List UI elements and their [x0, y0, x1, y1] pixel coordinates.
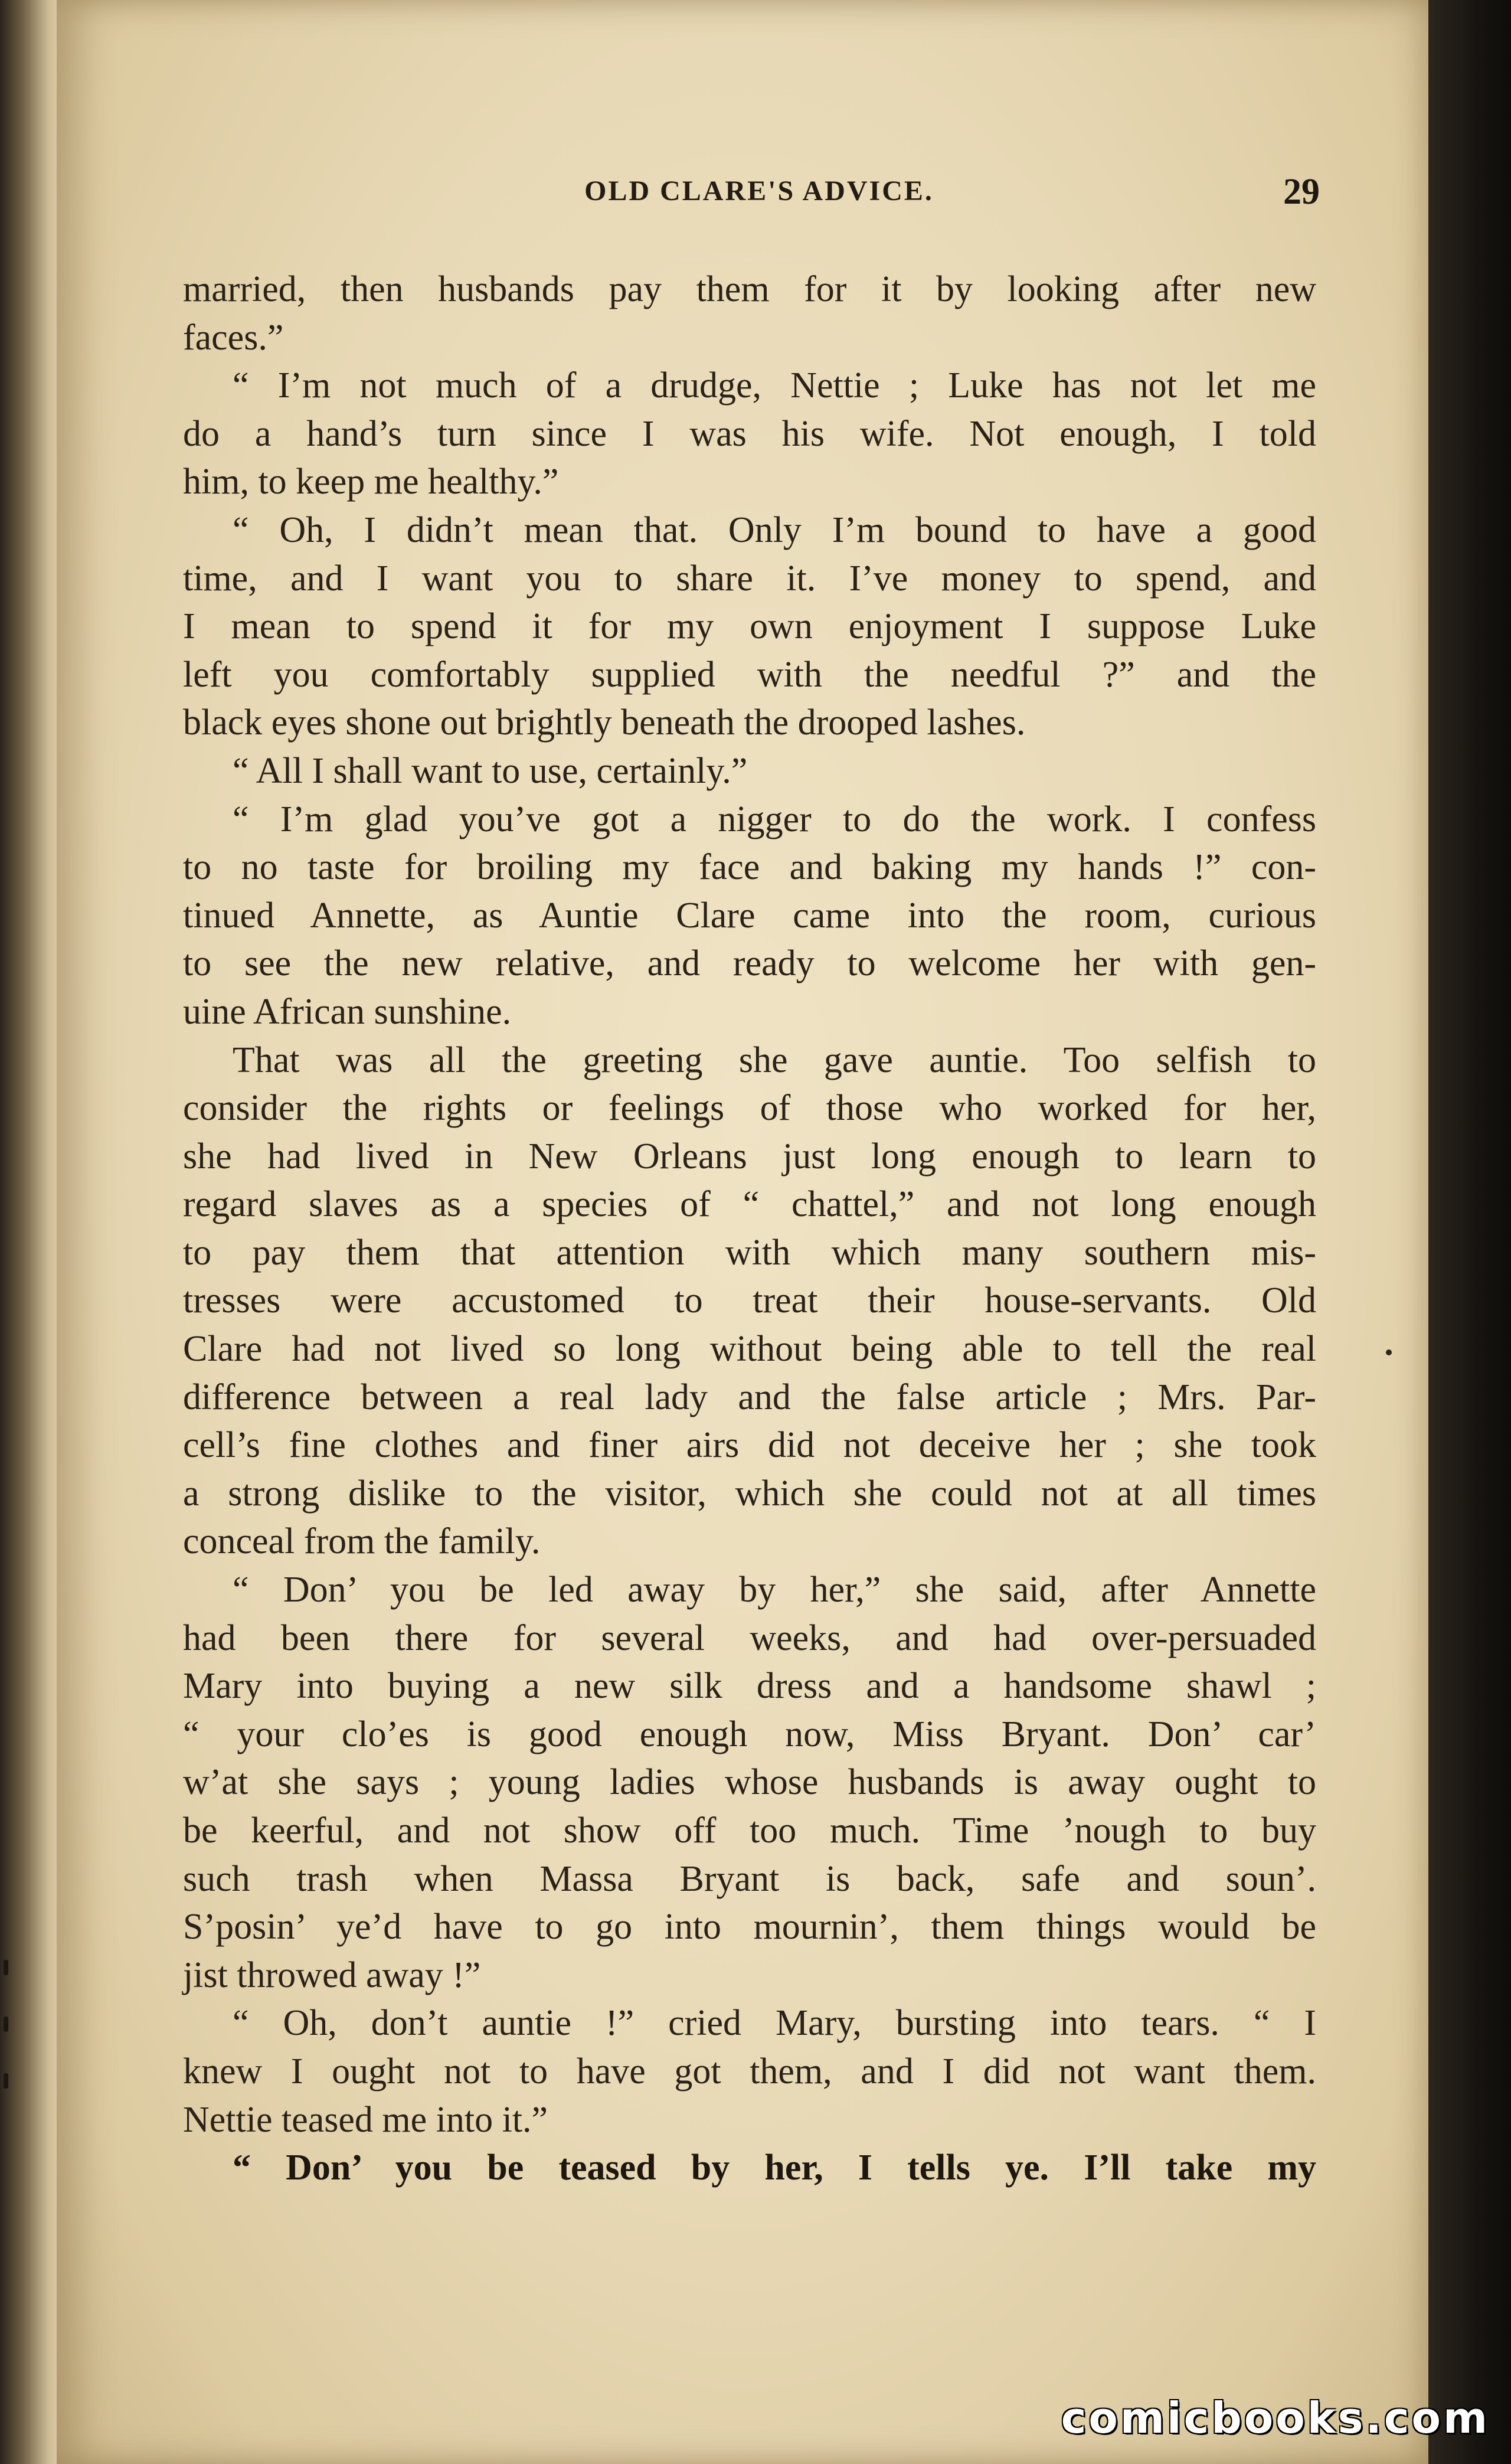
text-line: time, and I want you to share it. I’ve money to spend, and — [183, 558, 1316, 599]
running-title: OLD CLARE'S ADVICE. — [584, 175, 934, 207]
text-line: regard slaves as a species of “ chattel,” and not long enough — [183, 1184, 1316, 1225]
gutter-mark — [4, 2017, 8, 2032]
text-line: jist throwed away !” — [183, 1955, 481, 1995]
text-line: cell’s fine clothes and finer airs did not deceive her ; she took — [183, 1425, 1316, 1466]
text-line: black eyes shone out brightly beneath the drooped lashes. — [183, 702, 1026, 743]
book-edge — [1428, 0, 1511, 2464]
text-line: tinued Annette, as Auntie Clare came into the room, curious — [183, 895, 1316, 936]
text-line: “ Oh, don’t auntie !” cried Mary, bursting into tears. “ I — [233, 2003, 1316, 2044]
gutter-mark — [4, 1960, 8, 1975]
text-line: difference between a real lady and the false article ; Mrs. Par- — [183, 1377, 1316, 1417]
text-line: be keerful, and not show off too much. Time ’nough to buy — [183, 1811, 1316, 1851]
text-line: I mean to spend it for my own enjoyment I suppose Luke — [183, 606, 1316, 647]
running-head — [198, 172, 1320, 222]
text-line: S’posin’ ye’d have to go into mournin’, them things would be — [183, 1907, 1316, 1947]
text-line: Clare had not lived so long without being able to tell the real — [183, 1329, 1316, 1370]
text-line: to no taste for broiling my face and baking my hands !” con- — [183, 847, 1316, 888]
page-number: 29 — [1283, 172, 1320, 212]
text-line: she had lived in New Orleans just long enough to learn to — [183, 1136, 1316, 1177]
text-line: to see the new relative, and ready to welcome her with gen- — [183, 943, 1316, 984]
text-line: “ I’m not much of a drudge, Nettie ; Luke has not let me — [233, 365, 1316, 406]
text-line: him, to keep me healthy.” — [183, 462, 559, 502]
text-line: “ All I shall want to use, certainly.” — [233, 750, 748, 791]
text-line: Nettie teased me into it.” — [183, 2099, 548, 2140]
text-line: consider the rights or feelings of those who worked for her, — [183, 1088, 1316, 1129]
text-line: tresses were accustomed to treat their house-servants. Old — [183, 1280, 1316, 1321]
body-text — [183, 266, 1316, 2192]
text-line: “ Oh, I didn’t mean that. Only I’m bound to have a good — [233, 509, 1316, 550]
text-line: w’at she says ; young ladies whose husbands is away ought to — [183, 1762, 1316, 1803]
text-line: knew I ought not to have got them, and I did not want them. — [183, 2051, 1316, 2092]
gutter-mark — [4, 2073, 8, 2089]
text-line: “ Don’ you be teased by her, I tells ye. I’ll take my — [233, 2148, 1316, 2188]
text-line: uine African sunshine. — [183, 991, 512, 1032]
book-page — [57, 0, 1428, 2464]
text-line: conceal from the family. — [183, 1521, 541, 1562]
text-line: had been there for several weeks, and had over-persuaded — [183, 1617, 1316, 1658]
gutter-marks — [4, 1960, 12, 2137]
watermark: comicbooks.com — [1061, 2393, 1490, 2443]
text-line: “ your clo’es is good enough now, Miss Bryant. Don’ car’ — [183, 1714, 1316, 1754]
text-line: do a hand’s turn since I was his wife. Not enough, I told — [183, 413, 1316, 454]
text-line: a strong dislike to the visitor, which she could not at all times — [183, 1473, 1316, 1514]
text-line: “ I’m glad you’ve got a nigger to do the work. I confess — [233, 799, 1316, 839]
text-line: to pay them that attention with which many southern mis- — [183, 1232, 1316, 1273]
text-line: married, then husbands pay them for it by looking after new — [183, 269, 1316, 309]
text-line: That was all the greeting she gave auntie. Too selfish to — [233, 1040, 1316, 1080]
ink-speck — [1386, 1349, 1392, 1355]
book-gutter — [0, 0, 57, 2464]
text-line: such trash when Massa Bryant is back, safe and soun’. — [183, 1858, 1316, 1899]
text-line: faces.” — [183, 317, 284, 358]
text-line: “ Don’ you be led away by her,” she said, after Annette — [233, 1570, 1316, 1610]
text-line: left you comfortably supplied with the needful ?” and the — [183, 654, 1316, 695]
text-line: Mary into buying a new silk dress and a handsome shawl ; — [183, 1666, 1316, 1707]
